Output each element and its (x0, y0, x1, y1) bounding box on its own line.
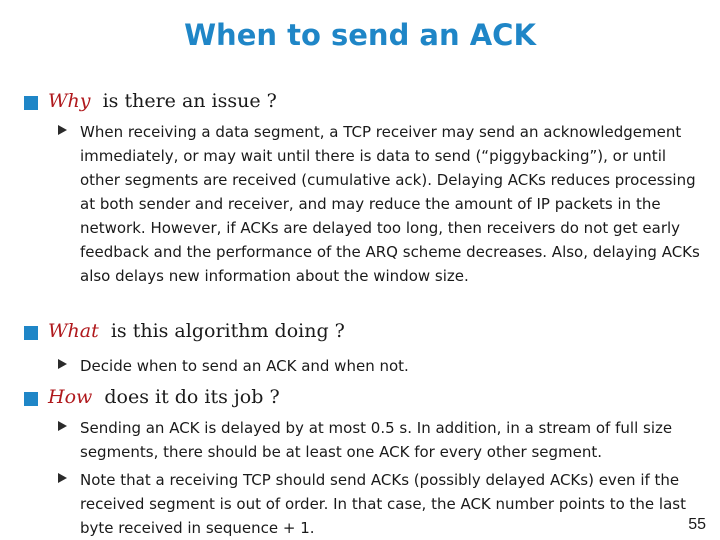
bullet-text: When receiving a data segment, a TCP receiver may send an acknowledgement immediately, or may wait until there is data to send (“piggybacking”), or until other segments are received (cumulative ack). Delaying ACKs reduces processing at both sender and receiver, and may reduce the amount of IP packets in the network. However, if ACKs are delayed too long, then receivers do not get early feedback and the performance of the ARQ scheme decreases. Also, delaying ACKs also delays new information about the window size. (80, 123, 700, 285)
page-number: 55 (688, 516, 706, 533)
section-why-item (58, 120, 708, 288)
triangle-bullet-icon (58, 421, 67, 431)
square-bullet-icon (24, 326, 38, 340)
bullet-text: Note that a receiving TCP should send ACKs (possibly delayed ACKs) even if the received segment is out of order. In that case, the ACK number points to the last byte received in sequence + 1. (80, 471, 686, 537)
section-keyword: Why (48, 90, 91, 112)
bullet-text: Decide when to send an ACK and when not. (80, 357, 409, 375)
section-question-text: does it do its job ? (104, 386, 280, 408)
square-bullet-icon (24, 96, 38, 110)
section-question (48, 320, 345, 342)
bullet-text: Sending an ACK is delayed by at most 0.5 s. In addition, in a stream of full size segments, there should be at least one ACK for every other segment. (80, 419, 673, 461)
triangle-bullet-icon (58, 359, 67, 369)
section-how-item-1 (58, 416, 708, 464)
section-question (48, 386, 280, 408)
section-how-item-2 (58, 468, 708, 540)
triangle-bullet-icon (58, 125, 67, 135)
section-question (48, 90, 277, 112)
square-bullet-icon (24, 392, 38, 406)
slide-title: When to send an ACK (184, 18, 536, 52)
section-keyword: What (48, 320, 99, 342)
section-question-text: is this algorithm doing ? (110, 320, 345, 342)
section-question-text: is there an issue ? (102, 90, 277, 112)
section-keyword: How (48, 386, 93, 408)
triangle-bullet-icon (58, 473, 67, 483)
section-what-item (58, 354, 708, 378)
